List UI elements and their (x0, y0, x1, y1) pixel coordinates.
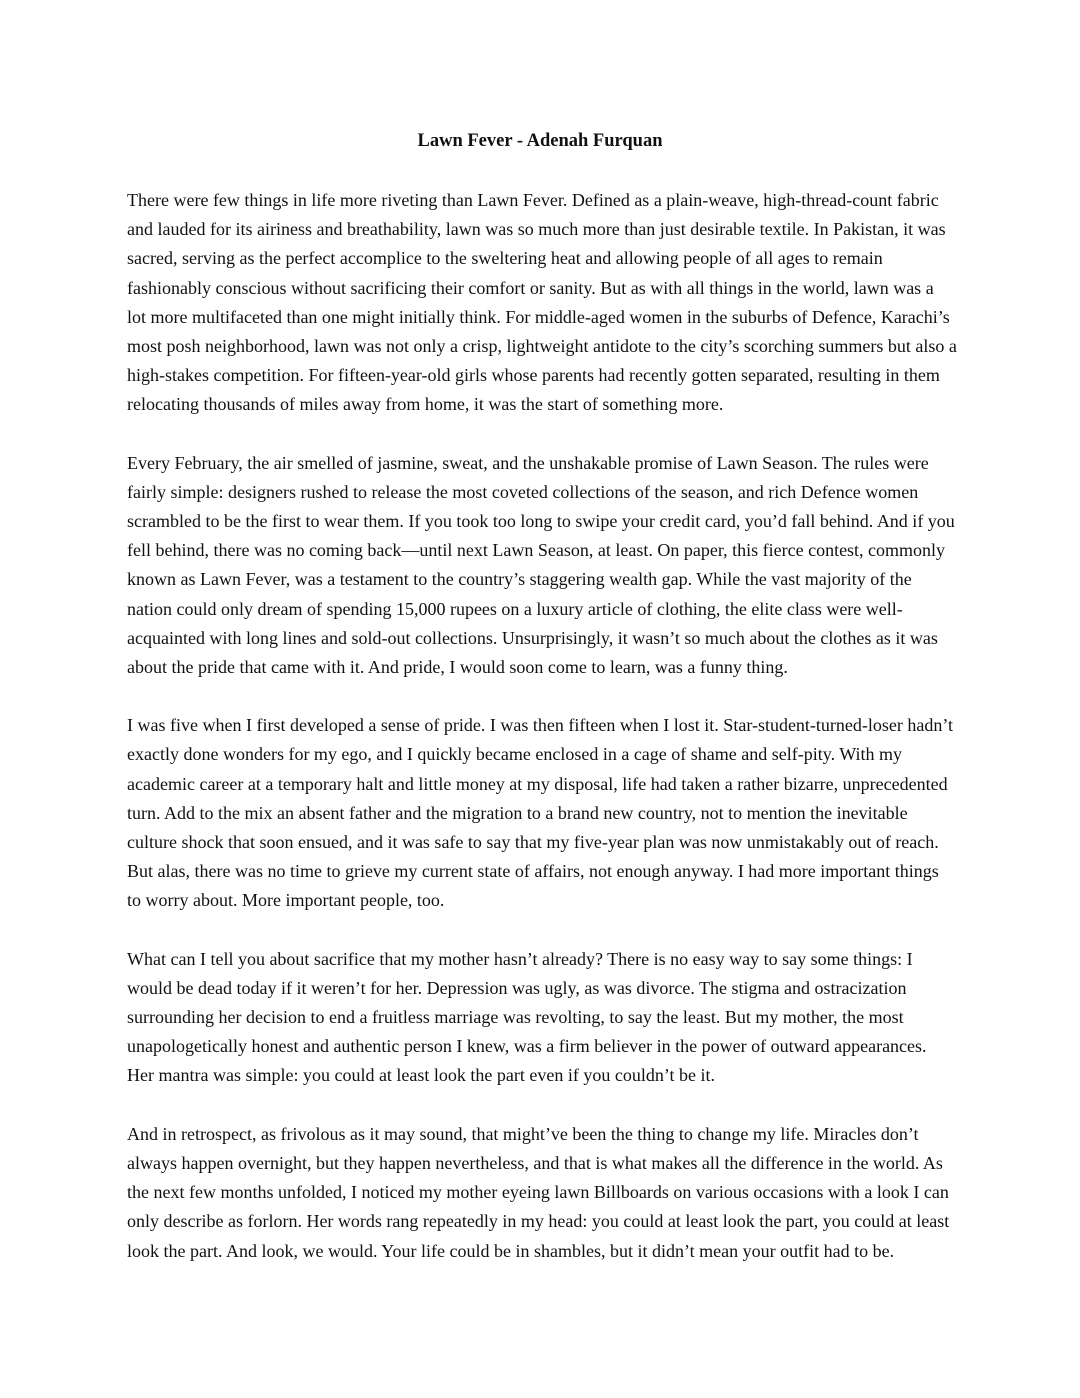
paragraph-1: There were few things in life more riveting than Lawn Fever. Defined as a plain-weave, high-thread-count fabric and lauded for its airiness and breathability, lawn was so much more than just desirable textile. In Pakistan, it was sacred, serving as the perfect accomplice to the sweltering heat and allowing people of all ages to remain fashionably conscious without sacrificing their comfort or sanity. But as with all things in the world, lawn was a lot more multifaceted than one might initially think. For middle-aged women in the suburbs of Defence, Karachi’s most posh neighborhood, lawn was not only a crisp, lightweight antidote to the city’s scorching summers but also a high-stakes competition. For fifteen-year-old girls whose parents had recently gotten separated, resulting in them relocating thousands of miles away from home, it was the start of something more. (127, 190, 957, 415)
paragraph-2: Every February, the air smelled of jasmine, sweat, and the unshakable promise of Lawn Season. The rules were fairly simple: designers rushed to release the most coveted collections of the season, and rich Defence women scrambled to be the first to wear them. If you took too long to swipe your credit card, you’d fall behind. And if you fell behind, there was no coming back—until next Lawn Season, at least. On paper, this fierce contest, commonly known as Lawn Fever, was a testament to the country’s staggering wealth gap. While the vast majority of the nation could only dream of spending 15,000 rupees on a luxury article of clothing, the elite class were well-acquainted with long lines and sold-out collections. Unsurprisingly, it wasn’t so much about the clothes as it was about the pride that came with it. And pride, I would soon come to learn, was a funny thing. (127, 452, 955, 678)
paragraph-5: And in retrospect, as frivolous as it may sound, that might’ve been the thing to change my life. Miracles don’t always happen overnight, but they happen nevertheless, and that is what makes all the difference in the world. As the next few months unfolded, I noticed my mother eyeing lawn Billboards on various occasions with a look I can only describe as forlorn. Her words rang repeatedly in my head: you could at least look the part, you could at least look the part. And look, we would. Your life could be in shambles, but it didn’t mean your outfit had to be. (127, 1123, 950, 1261)
paragraph-4: What can I tell you about sacrifice that my mother hasn’t already? There is no easy way to say some things: I would be dead today if it weren’t for her. Depression was ugly, as was divorce. The stigma and ostracization surrounding her decision to end a fruitless marriage was revolting, to say the least. But my mother, the most unapologetically honest and authentic person I knew, was a firm believer in the power of outward appearances. Her mantra was simple: you could at least look the part even if you couldn’t be it. (127, 948, 927, 1086)
document-body (127, 186, 957, 1295)
paragraph-3: I was five when I first developed a sense of pride. I was then fifteen when I lost it. Star-student-turned-loser hadn’t exactly done wonders for my ego, and I quickly became enclosed in a cage of shame and self-pity. With my academic career at a temporary halt and little money at my disposal, life had taken a rather bizarre, unprecedented turn. Add to the mix an absent father and the migration to a brand new country, not to mention the inevitable culture shock that soon ensued, and it was safe to say that my five-year plan was now unmistakably out of reach. But alas, there was no time to grieve my current state of affairs, not enough anyway. I had more important things to worry about. More important people, too. (127, 715, 954, 911)
document-title: Lawn Fever - Adenah Furquan (417, 131, 663, 151)
